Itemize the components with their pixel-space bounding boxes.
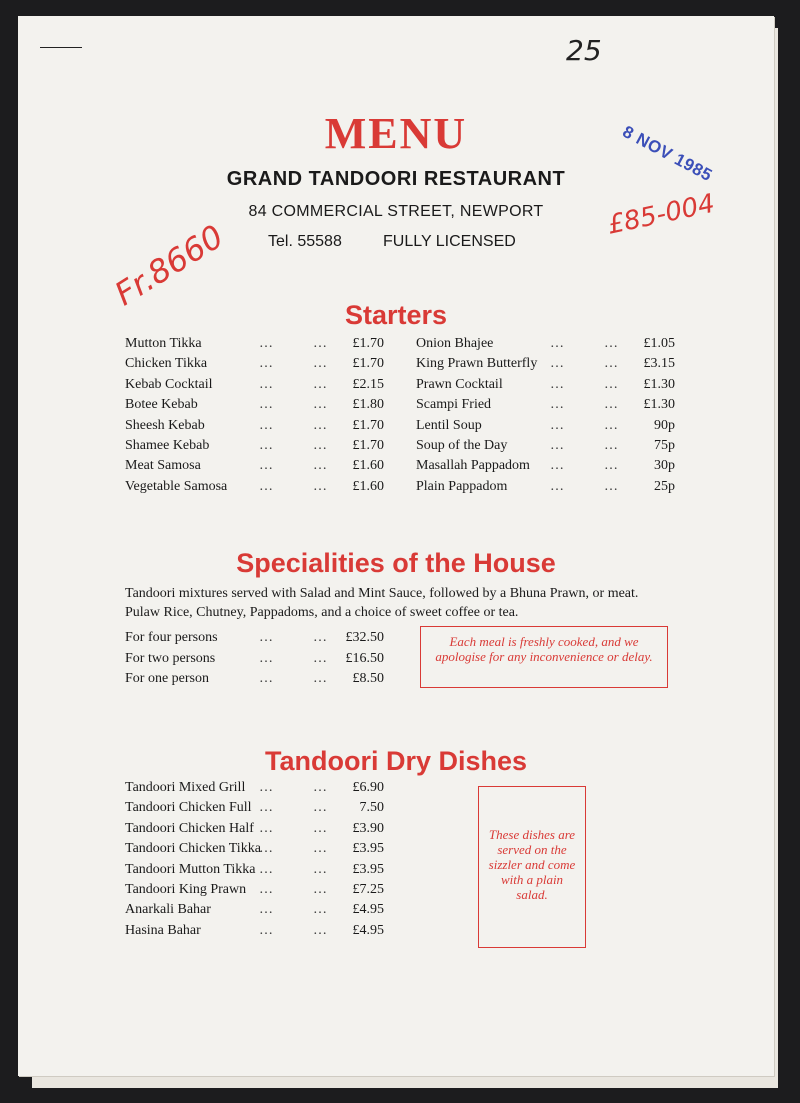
license-note: FULLY LICENSED xyxy=(383,233,516,250)
starter-name: Masallah Pappadom xyxy=(416,458,530,474)
starter-leader-dots: … xyxy=(259,356,273,372)
tandoori-leader-dots: … xyxy=(313,922,327,938)
tandoori-leader-dots: … xyxy=(259,780,273,795)
tandoori-leader-dots: … xyxy=(259,902,273,918)
starter-price: 25p xyxy=(654,478,675,494)
starter-price: £1.70 xyxy=(352,417,384,433)
starter-name: Onion Bhajee xyxy=(416,336,494,351)
tandoori-name: Tandoori Chicken Half xyxy=(125,820,254,836)
starter-price: £1.80 xyxy=(352,397,384,413)
starter-leader-dots: … xyxy=(313,397,327,413)
tandoori-leader-dots: … xyxy=(259,800,273,816)
starter-leader-dots: … xyxy=(259,417,273,433)
tandoori-row xyxy=(125,923,384,943)
starter-row xyxy=(125,418,384,438)
speciality-price: £8.50 xyxy=(352,671,384,686)
freshly-cooked-note xyxy=(420,626,668,688)
tandoori-row xyxy=(125,862,384,882)
tandoori-name: Hasina Bahar xyxy=(125,922,201,938)
starter-name: Lentil Soup xyxy=(416,417,482,433)
starter-leader-dots: … xyxy=(550,417,564,433)
starter-name: Chicken Tikka xyxy=(125,356,208,372)
telephone-number: Tel. 55588 xyxy=(268,233,342,250)
starter-name: Prawn Cocktail xyxy=(416,376,503,392)
starter-row xyxy=(416,438,675,458)
speciality-leader-dots: … xyxy=(313,650,327,666)
speciality-leader-dots: … xyxy=(313,630,327,645)
starter-leader-dots: … xyxy=(313,356,327,372)
starter-leader-dots: … xyxy=(604,376,618,392)
starter-row xyxy=(416,336,675,356)
tandoori-price: 7.50 xyxy=(359,800,384,816)
starter-price: 30p xyxy=(654,458,675,474)
starter-row xyxy=(416,356,675,376)
starter-price: £1.30 xyxy=(643,397,675,413)
starter-leader-dots: … xyxy=(313,458,327,474)
starter-leader-dots: … xyxy=(604,458,618,474)
tandoori-price: £4.95 xyxy=(352,902,384,918)
starter-row xyxy=(125,336,384,356)
tandoori-leader-dots: … xyxy=(313,841,327,857)
date-stamp: 8 NOV 1985 xyxy=(619,122,716,186)
freshly-cooked-note-text: Each meal is freshly cooked, and we apologise for any inconvenience or delay. xyxy=(435,634,653,664)
sizzler-note-text: These dishes are served on the sizzler and come with a plain salad. xyxy=(488,827,576,902)
specialities-description-line-1: Tandoori mixtures served with Salad and Mint Sauce, followed by a Bhuna Prawn, or meat. xyxy=(125,586,639,601)
starter-leader-dots: … xyxy=(313,417,327,433)
starter-row xyxy=(125,458,384,478)
tandoori-name: Tandoori Mutton Tikka xyxy=(125,861,256,877)
specialities-description-line-2: Pulaw Rice, Chutney, Pappadoms, and a choice of sweet coffee or tea. xyxy=(125,605,519,620)
starter-row xyxy=(416,479,675,499)
tandoori-leader-dots: … xyxy=(313,800,327,816)
page-number-handwritten: 25 xyxy=(566,34,602,67)
starter-price: £3.15 xyxy=(643,356,675,372)
tandoori-leader-dots: … xyxy=(313,861,327,877)
reference-number-handwritten: Fr.8660 xyxy=(107,217,231,314)
speciality-row xyxy=(125,671,384,691)
starter-leader-dots: … xyxy=(604,417,618,433)
tandoori-leader-dots: … xyxy=(313,780,327,795)
starter-leader-dots: … xyxy=(313,438,327,453)
tandoori-name: Anarkali Bahar xyxy=(125,902,211,918)
tandoori-row xyxy=(125,841,384,861)
starter-leader-dots: … xyxy=(259,397,273,413)
tandoori-row xyxy=(125,882,384,902)
speciality-price: £16.50 xyxy=(345,650,384,666)
tandoori-row xyxy=(125,821,384,841)
starter-row xyxy=(125,438,384,458)
speciality-leader-dots: … xyxy=(259,650,273,666)
tandoori-price: £6.90 xyxy=(352,780,384,795)
starter-row xyxy=(416,418,675,438)
starter-leader-dots: … xyxy=(259,336,273,351)
tandoori-leader-dots: … xyxy=(259,861,273,877)
starter-row xyxy=(416,397,675,417)
starter-leader-dots: … xyxy=(604,438,618,453)
starter-name: Scampi Fried xyxy=(416,397,492,413)
tandoori-price: £7.25 xyxy=(352,882,384,897)
tandoori-leader-dots: … xyxy=(259,922,273,938)
starter-row xyxy=(125,356,384,376)
speciality-leader-dots: … xyxy=(259,630,273,645)
starter-leader-dots: … xyxy=(313,478,327,494)
restaurant-name: GRAND TANDOORI RESTAURANT xyxy=(226,168,566,190)
starter-leader-dots: … xyxy=(259,438,273,453)
starter-name: Sheesh Kebab xyxy=(125,417,205,433)
restaurant-address: 84 COMMERCIAL STREET, NEWPORT xyxy=(248,203,544,220)
starter-row xyxy=(416,377,675,397)
tandoori-name: Tandoori Chicken Full xyxy=(125,800,252,816)
tandoori-leader-dots: … xyxy=(259,841,273,857)
tandoori-heading: Tandoori Dry Dishes xyxy=(264,746,528,776)
starter-name: Mutton Tikka xyxy=(125,336,202,351)
tandoori-leader-dots: … xyxy=(259,882,273,897)
tandoori-name: Tandoori Chicken Tikka xyxy=(125,841,261,857)
tandoori-row xyxy=(125,902,384,922)
starter-name: King Prawn Butterfly xyxy=(416,356,538,372)
starter-name: Meat Samosa xyxy=(125,458,201,474)
starter-leader-dots: … xyxy=(550,336,564,351)
tandoori-price: £4.95 xyxy=(352,922,384,938)
starter-price: 75p xyxy=(654,438,675,453)
starter-row xyxy=(416,458,675,478)
specialities-heading: Specialities of the House xyxy=(236,548,556,578)
starter-price: £1.60 xyxy=(352,458,384,474)
starter-row xyxy=(125,397,384,417)
starter-name: Vegetable Samosa xyxy=(125,478,228,494)
speciality-price: £32.50 xyxy=(345,630,384,645)
starter-leader-dots: … xyxy=(313,336,327,351)
tandoori-name: Tandoori Mixed Grill xyxy=(125,780,246,795)
starter-name: Soup of the Day xyxy=(416,438,508,453)
starter-leader-dots: … xyxy=(550,376,564,392)
tandoori-leader-dots: … xyxy=(259,820,273,836)
starter-leader-dots: … xyxy=(259,458,273,474)
starter-price: £2.15 xyxy=(352,376,384,392)
starter-leader-dots: … xyxy=(550,458,564,474)
tandoori-leader-dots: … xyxy=(313,820,327,836)
speciality-name: For four persons xyxy=(125,630,218,645)
starter-name: Botee Kebab xyxy=(125,397,198,413)
starter-leader-dots: … xyxy=(550,478,564,494)
sizzler-note xyxy=(478,786,586,948)
pen-dash-mark xyxy=(40,47,82,48)
starter-row xyxy=(125,377,384,397)
speciality-name: For two persons xyxy=(125,650,216,666)
speciality-name: For one person xyxy=(125,671,209,686)
starter-name: Kebab Cocktail xyxy=(125,376,213,392)
starter-leader-dots: … xyxy=(604,478,618,494)
starter-leader-dots: … xyxy=(259,478,273,494)
tandoori-name: Tandoori King Prawn xyxy=(125,882,247,897)
tandoori-row xyxy=(125,780,384,800)
tandoori-price: £3.95 xyxy=(352,861,384,877)
starter-price: £1.05 xyxy=(643,336,675,351)
starters-heading: Starters xyxy=(344,300,448,330)
starter-leader-dots: … xyxy=(550,397,564,413)
starter-price: £1.70 xyxy=(352,336,384,351)
specialities-description xyxy=(125,584,685,622)
speciality-row xyxy=(125,651,384,671)
starter-leader-dots: … xyxy=(550,356,564,372)
speciality-leader-dots: … xyxy=(259,671,273,686)
starter-price: £1.70 xyxy=(352,438,384,453)
starter-price: 90p xyxy=(654,417,675,433)
menu-page xyxy=(18,16,774,1076)
starter-leader-dots: … xyxy=(604,356,618,372)
tandoori-leader-dots: … xyxy=(313,882,327,897)
starter-name: Plain Pappadom xyxy=(416,478,508,494)
tandoori-row xyxy=(125,800,384,820)
starter-leader-dots: … xyxy=(604,336,618,351)
starter-row xyxy=(125,479,384,499)
starter-price: £1.60 xyxy=(352,478,384,494)
starter-price: £1.30 xyxy=(643,376,675,392)
starter-name: Shamee Kebab xyxy=(125,438,210,453)
starter-leader-dots: … xyxy=(550,438,564,453)
tandoori-leader-dots: … xyxy=(313,902,327,918)
tandoori-price: £3.90 xyxy=(352,820,384,836)
speciality-row xyxy=(125,630,384,650)
starter-leader-dots: … xyxy=(259,376,273,392)
speciality-leader-dots: … xyxy=(313,671,327,686)
starter-leader-dots: … xyxy=(604,397,618,413)
menu-title: MENU xyxy=(324,109,468,158)
starter-price: £1.70 xyxy=(352,356,384,372)
starter-leader-dots: … xyxy=(313,376,327,392)
price-code-handwritten: £85-004 xyxy=(604,188,718,241)
tandoori-price: £3.95 xyxy=(352,841,384,857)
